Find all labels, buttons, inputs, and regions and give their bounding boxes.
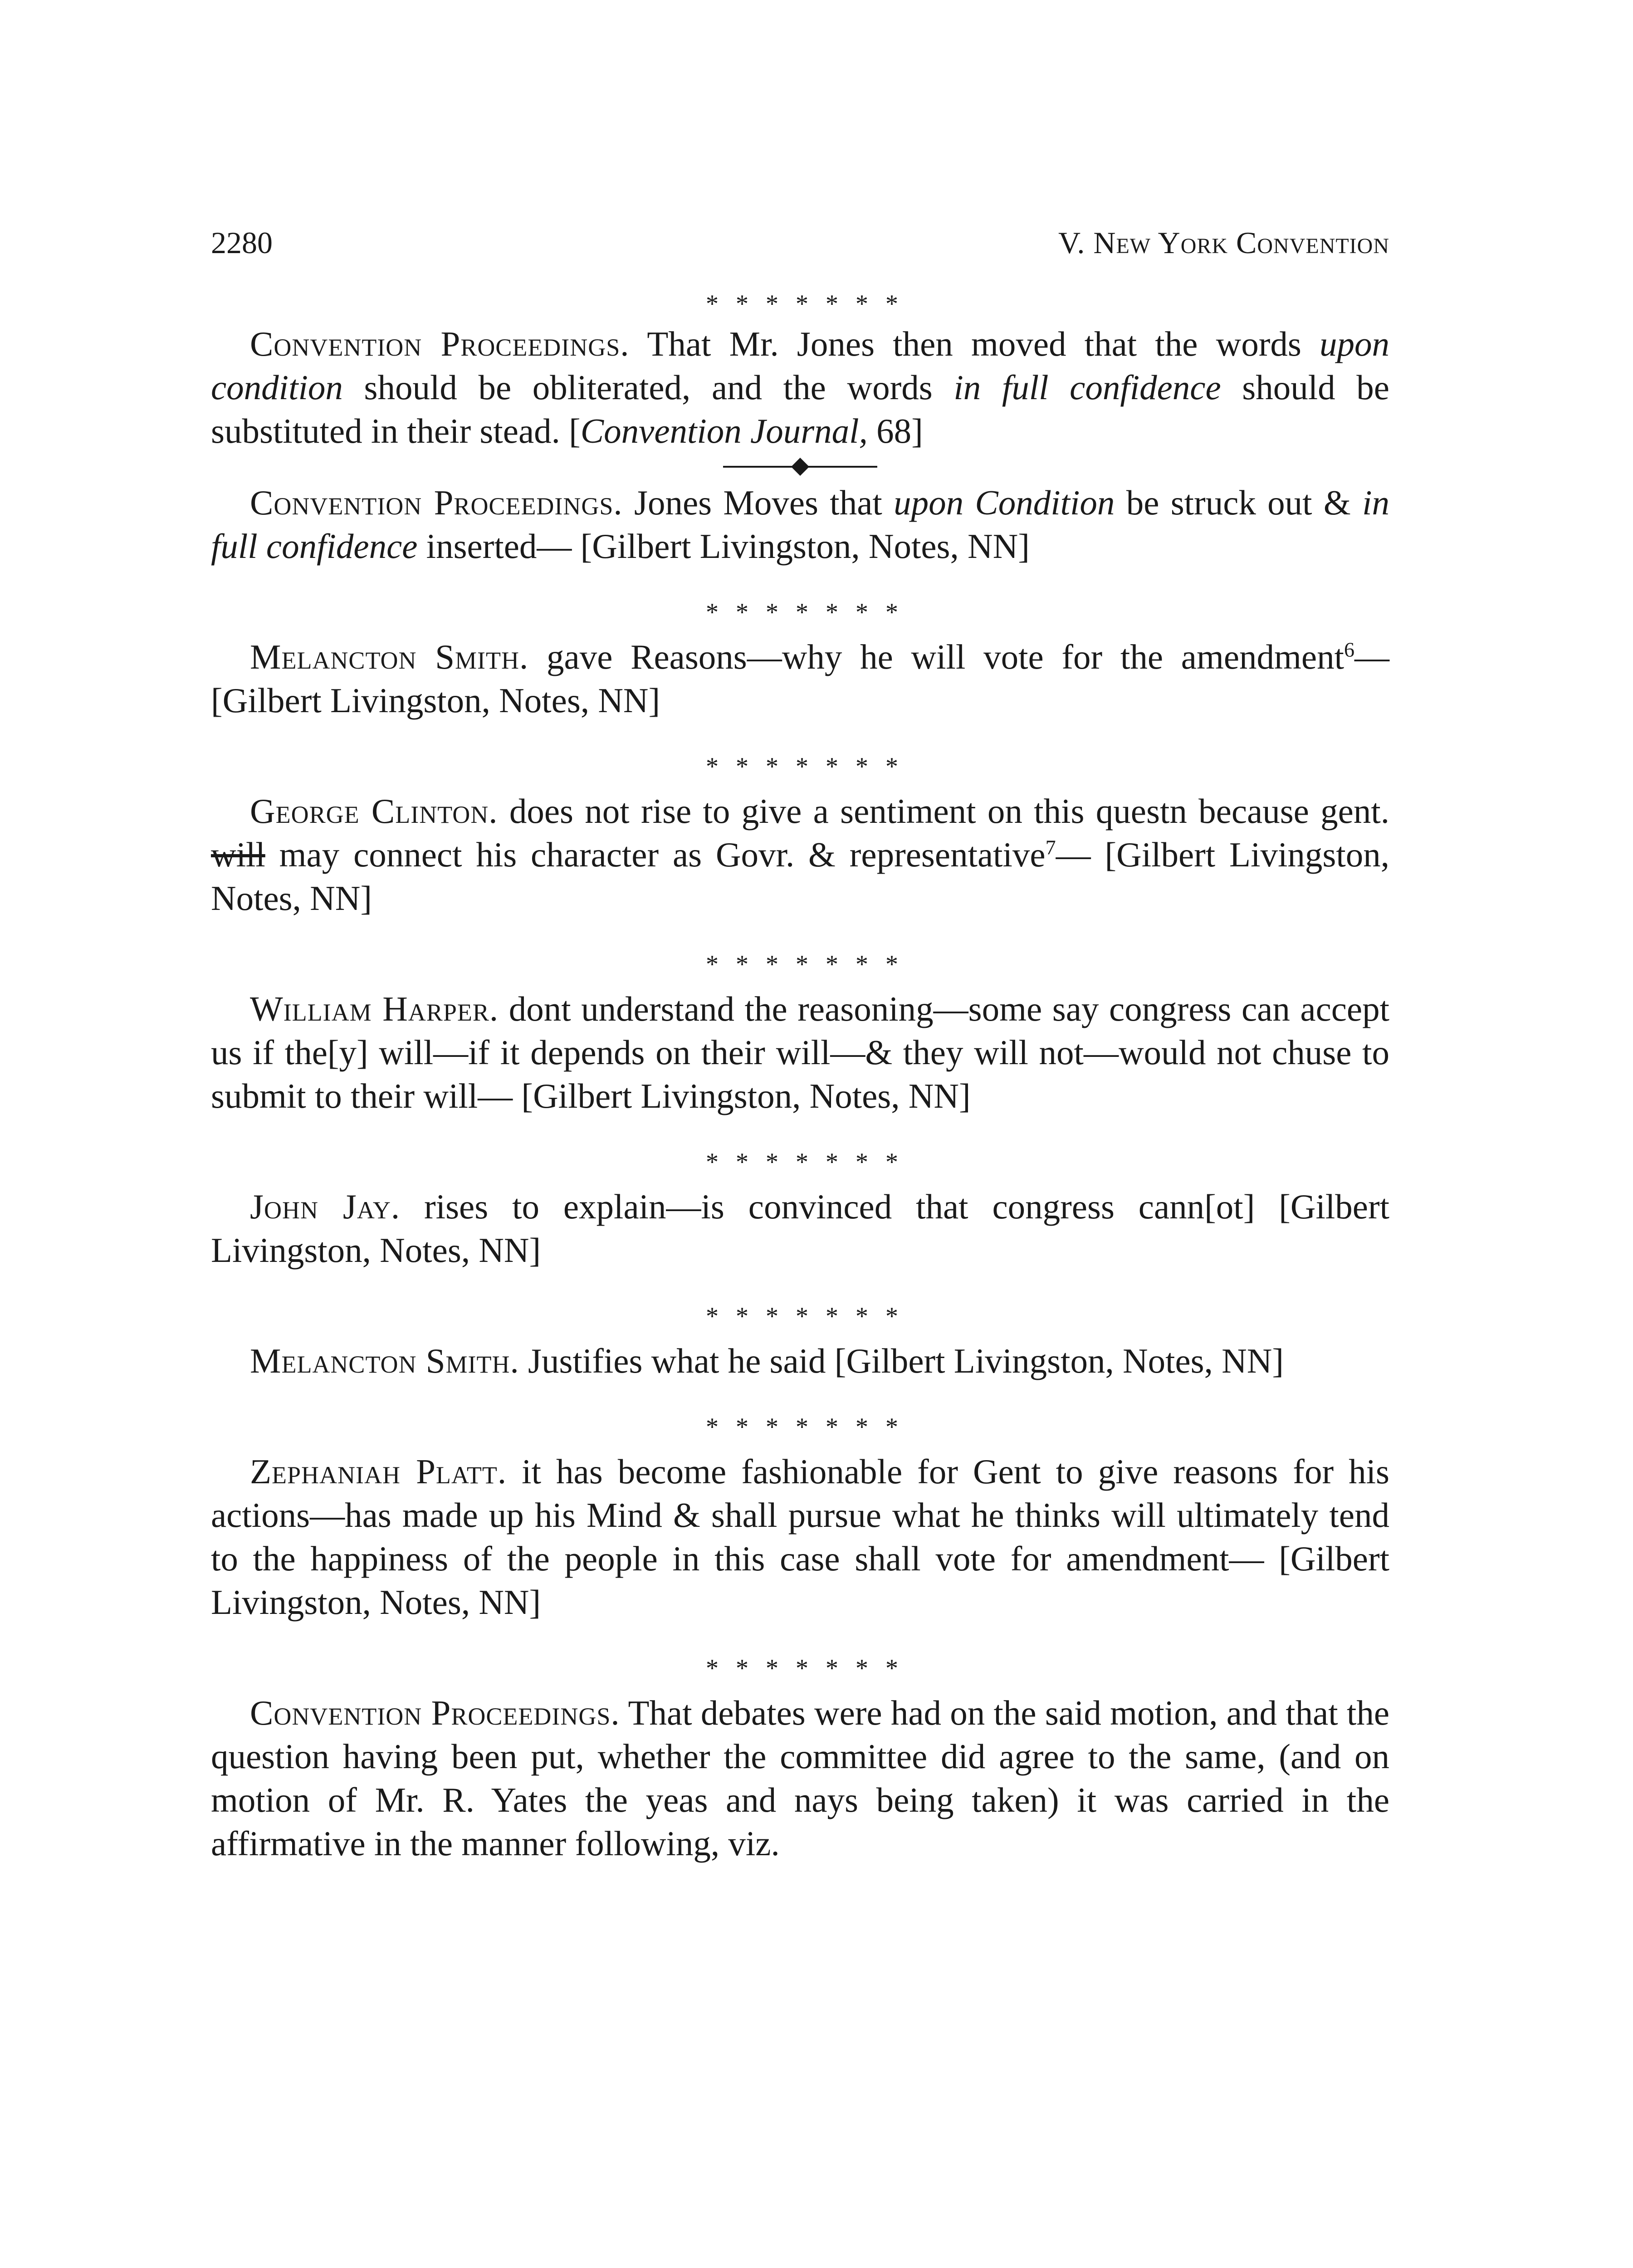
speaker-name: Convention Proceedings. bbox=[250, 324, 630, 363]
italic-text: in full confidence bbox=[953, 368, 1221, 407]
italic-text: upon Condition bbox=[894, 483, 1115, 522]
entry-text: That Mr. Jones then moved that the words bbox=[629, 324, 1320, 363]
entry-text: it has become fashionable for Gent to give reasons for his actions—has made up his Mind & shall pursue what he thinks will ultimately tend to the happiness of the people in this case shall vote for amendment— [Gilbert Livingston, Notes, NN] bbox=[211, 1452, 1390, 1622]
section-separator: * * * * * * * bbox=[706, 1413, 904, 1441]
speaker-name: Melancton Smith. bbox=[250, 637, 529, 676]
entry-text: 68] bbox=[867, 411, 923, 450]
section-separator: * * * * * * * bbox=[706, 1148, 904, 1176]
section-separator: * * * * * * * bbox=[706, 1654, 904, 1682]
source-citation: Convention Journal, bbox=[580, 411, 868, 450]
entry-zephaniah-platt bbox=[211, 1450, 1389, 1624]
entry-text: gave Reasons—why he will vote for the amendment bbox=[528, 637, 1344, 676]
footnote-marker: 7 bbox=[1045, 836, 1056, 859]
italic-text: in full confidence bbox=[211, 483, 1389, 566]
section-separator: * * * * * * * bbox=[706, 753, 904, 781]
entry-text: should be obliterated, and the words bbox=[342, 368, 954, 407]
footnote-marker: 6 bbox=[1344, 638, 1354, 661]
speaker-name: John Jay. bbox=[250, 1187, 401, 1226]
speaker-name: Convention Proceedings. bbox=[250, 1693, 620, 1732]
struck-text: will bbox=[211, 835, 265, 874]
entry-convention-vote bbox=[211, 1691, 1389, 1865]
speaker-name: William Harper. bbox=[250, 989, 499, 1028]
page-number: 2280 bbox=[211, 225, 273, 260]
entry-william-harper bbox=[211, 987, 1389, 1118]
running-head bbox=[211, 218, 1389, 268]
section-separator: * * * * * * * bbox=[706, 598, 904, 626]
entry-text: rises to explain—is convinced that congress cann[ot] [Gilbert Livingston, Notes, NN] bbox=[211, 1187, 1389, 1270]
entry-convention-journal bbox=[211, 322, 1389, 453]
speaker-name: Zephaniah Platt. bbox=[250, 1452, 507, 1491]
speaker-name: George Clinton. bbox=[250, 792, 498, 831]
diamond-rule-divider bbox=[723, 455, 877, 478]
entry-text: — [Gilbert Livingston, Notes, NN] bbox=[211, 637, 1389, 720]
entry-text: does not rise to give a sentiment on this questn because gent. bbox=[498, 792, 1389, 831]
section-separator: * * * * * * * bbox=[706, 1302, 904, 1330]
entry-text: be struck out & bbox=[1115, 483, 1363, 522]
italic-text: upon condition bbox=[211, 324, 1389, 407]
entry-text: inserted— [Gilbert Livingston, Notes, NN] bbox=[417, 527, 1030, 566]
entry-text: Jones Moves that bbox=[622, 483, 894, 522]
entry-text: dont understand the reasoning—some say congress can accept us if the[y] will—if it depends on their will—& they will not—would not chuse to submit to their will— [Gilbert Livingston, Notes, NN] bbox=[211, 989, 1389, 1115]
entry-text: Justifies what he said [Gilbert Livingston, Notes, NN] bbox=[519, 1341, 1284, 1380]
document-page bbox=[211, 218, 1389, 1865]
section-separator: * * * * * * * bbox=[706, 950, 904, 978]
entry-text: — [Gilbert Livingston, Notes, NN] bbox=[211, 835, 1389, 918]
entry-text: should be substituted in their stead. [ bbox=[211, 368, 1389, 450]
entry-livingston-notes bbox=[211, 481, 1389, 568]
speaker-name: Convention Proceedings. bbox=[250, 483, 623, 522]
entry-text: That debates were had on the said motion, and that the question having been put, whether the committee did agree to the same, (and on motion of Mr. R. Yates the yeas and nays being taken) it was carried in the affirmative in the manner following, viz. bbox=[211, 1693, 1390, 1863]
speaker-name: Melancton Smith. bbox=[250, 1341, 519, 1380]
entry-george-clinton bbox=[211, 789, 1389, 920]
entry-text: may connect his character as Govr. & representative bbox=[265, 835, 1046, 874]
entry-melancton-smith-2 bbox=[211, 1339, 1389, 1383]
entry-john-jay bbox=[211, 1185, 1389, 1272]
section-separator: * * * * * * * bbox=[706, 290, 904, 318]
running-title: V. New York Convention bbox=[1058, 225, 1389, 260]
entry-melancton-smith bbox=[211, 635, 1389, 722]
